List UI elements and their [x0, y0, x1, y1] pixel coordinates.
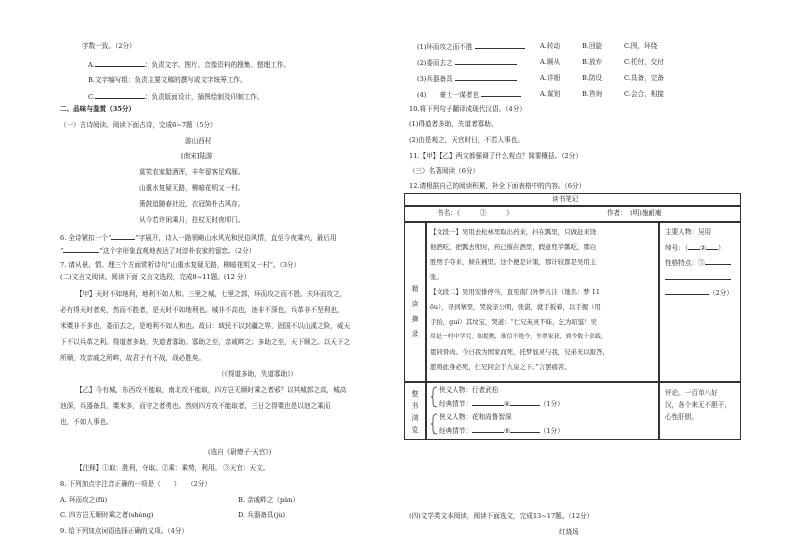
- answer-line[interactable]: [665, 273, 731, 283]
- excerpt-line: 手抬，guì）其坟宝，哭道：“仁兄英灵不昧，乞为昭鉴！吴: [430, 318, 597, 326]
- annotation: 【注释】①取：胜利，夺取。②乘：乘势，利用。 ③天官：天文。: [76, 464, 270, 472]
- comment-line: 心性肝胆。: [665, 413, 698, 421]
- option-a[interactable]: A. 环而攻之(fū): [60, 496, 108, 504]
- q9-option[interactable]: B.咨询: [582, 90, 603, 98]
- side-label: 精: [411, 285, 419, 293]
- question-9: 9. 给下列加点词语选择正确的义项。（4分）: [60, 527, 188, 535]
- poem-line: 莫笑农家腊酒浑，丰年留客足鸡豚。: [139, 168, 245, 176]
- poem-line: 从今若许闲乘月，拄杖无时夜叩门。: [139, 216, 245, 224]
- passage-yi-line: 也，不如人事也。: [60, 418, 113, 426]
- personality-field: 性格特点：③: [665, 258, 731, 268]
- poem-title: 游山西村: [185, 137, 212, 145]
- question-12: 12.请根据自己的阅读积累，补全下面表格中的内容。（6分）: [409, 182, 586, 190]
- question-6-cont: “ ”这个字形象直观地表达了对淳朴农家的留恋。（2分）: [60, 247, 256, 255]
- answer-blank[interactable]: [665, 273, 731, 280]
- excerpt-line: 胜劈手夺来，倾在桶里。这个便是计策，那计较都是吴用主: [430, 258, 597, 266]
- answer-blank[interactable]: [688, 243, 700, 250]
- section-heading: 二、品味与鉴赏（35分）: [60, 105, 136, 113]
- q9-option[interactable]: A.详细: [540, 74, 561, 82]
- answer-blank[interactable]: [705, 258, 731, 265]
- answer-blank[interactable]: [472, 426, 504, 433]
- table-title: 读书笔记: [552, 195, 579, 203]
- poem-author: [南宋]陆游: [181, 152, 213, 160]
- passage-source: （《得道多助，失道寡助》）: [218, 370, 298, 378]
- q9-option[interactable]: C.会合，相接: [624, 90, 664, 98]
- answer-blank[interactable]: [455, 58, 517, 65]
- question-7: 7. 请从景、情、理三个方面赏析诗句“山重水复疑无路，柳暗花明又一村”。（3分）: [60, 261, 301, 269]
- answer-blank[interactable]: [95, 92, 145, 99]
- passage-yi-line: 池深，兵器备具，粟米多，而守之者勇也。然则四方攻不能取者，三日之得粟也是以池之乘而: [60, 402, 331, 410]
- excerpt-line: 用是一村中学究，如提携，谁信不绝今，坐翠家获，到今数十余载，: [430, 334, 607, 340]
- q9-option[interactable]: B.防设: [582, 74, 603, 82]
- q9-item: (2)委而去之: [417, 58, 517, 68]
- question-6: 6. 全诗紧扣一个“ ”字展开，诗人一路领略山水风光和民俗风情，直至今夜乘兴，最后用: [60, 234, 337, 242]
- excerpt-line: 张。: [430, 273, 443, 281]
- answer-blank[interactable]: [510, 399, 540, 406]
- excerpt-line: 愿将此身必死，仁兄同会于九泉之下。”言罢痛苦。: [430, 363, 571, 371]
- question-10-1: (1)得道者多助，失道者寡助。: [409, 120, 498, 128]
- excerpt-line: 他酒吃，把瓢去兜时，药已搅在酒里，假意兜半瓢吃，那白: [430, 243, 597, 251]
- text-line: 字数一致。（2分）: [82, 42, 136, 50]
- answer-line: （2分）: [665, 288, 733, 298]
- q9-option[interactable]: A.转动: [540, 42, 561, 50]
- section-heading: （三）名著阅读（6分）: [409, 167, 480, 175]
- option-d[interactable]: D. 兵器备具(jù): [238, 511, 286, 519]
- side-label: 读: [411, 300, 419, 308]
- side-label: 书: [411, 402, 419, 410]
- passage-jia-line: 下不以兵革之利。得道者多助，失道者寡助。寡助之至，亲戚畔之；多助之至，天下顺之。以天下之: [60, 338, 351, 346]
- brace-icon: [430, 413, 438, 435]
- hero-name: 侠义人物：行者武松: [439, 386, 499, 394]
- book-name: 书名：《 ① 》: [437, 209, 513, 217]
- brace-icon: [430, 386, 438, 408]
- section-heading: (四)文学类文本阅读，阅读下面选文，完成13~17题。（12分）: [409, 512, 594, 520]
- poem-line: 山重水复疑无路，柳暗花明又一村。: [139, 184, 245, 192]
- answer-blank[interactable]: [95, 60, 145, 67]
- passage-jia-line: 所顺，攻亲戚之所畔，故君子有不战，战必胜矣。: [60, 354, 206, 362]
- option-c[interactable]: C. 四方岂无顺时乘之者(shèng): [60, 511, 154, 519]
- answer-blank[interactable]: [472, 399, 504, 406]
- passage-jia-line: 米粟非不多也，委而去之，是地利不如人和也。故曰：域民不以封疆之界，固国不以山溪之险，威天: [60, 322, 351, 330]
- side-label: 录: [411, 330, 419, 338]
- option-line: A. ：负责文字、图片、音像资料的搜集、整理工作。: [88, 61, 290, 69]
- answer-blank[interactable]: [481, 90, 521, 97]
- plot-field: 经典情节： ⑤ （1分）: [439, 427, 564, 435]
- answer-blank[interactable]: [63, 246, 99, 253]
- subsection-heading: （一）古诗阅读。阅读下面古诗，完成6~7题（5分）: [60, 121, 217, 129]
- side-label: 整: [411, 390, 419, 398]
- side-label: 览: [411, 426, 419, 434]
- main-character: 主要人物：吴用: [665, 228, 712, 236]
- poem-line: 箫鼓追随春社近，衣冠简朴古风存。: [139, 200, 245, 208]
- q9-option[interactable]: A.顺从: [540, 58, 561, 66]
- q9-item: (4) 豪士一谋者也: [417, 90, 521, 100]
- passage-source: (选自《尉缭子·天官》): [208, 448, 272, 456]
- q9-option[interactable]: C.围，环绕: [624, 42, 658, 50]
- answer-blank[interactable]: [706, 243, 718, 250]
- answer-blank[interactable]: [455, 74, 517, 81]
- excerpt-line: 【文段一】吴用去松林里取出药来，抖在瓢里，只做赶来饶: [430, 228, 597, 236]
- side-label: 浏: [411, 414, 419, 422]
- excerpt-line: 【文段二】吴用安排停当，直至南门外梦儿洼（地名：梦 11: [430, 288, 600, 296]
- q9-option[interactable]: B.放弃: [582, 58, 603, 66]
- side-label: 摘: [411, 315, 419, 323]
- article-title: 红烧场: [559, 528, 579, 536]
- passage-jia-line: 【甲】天时不如地利，地利不如人和。三里之城，七里之郭，环而攻之而不胜。夫环而攻之，: [76, 290, 347, 298]
- question-11: 11.【甲】【乙】两文都强调了什么观点？简要概括。（2分）: [409, 152, 582, 160]
- passage-jia-line: 必有得天时者矣，然而不胜者，是天时不如地利也。城非不高也，池非不深也，兵革非不坚利也，: [60, 306, 344, 314]
- comment-line: 汉，各个来无不胆干，: [665, 401, 731, 409]
- question-10: 10.将下列句子翻译成现代汉语。（4分）: [409, 105, 526, 113]
- q9-item: (1)环而攻之而不胜: [417, 42, 525, 52]
- option-line: C. ：负责版面设计，插图绘制及印制工作。: [88, 93, 264, 101]
- answer-blank[interactable]: [111, 233, 135, 240]
- q9-item: (3)兵器备具: [417, 74, 517, 84]
- answer-blank[interactable]: [665, 288, 709, 295]
- answer-blank[interactable]: [475, 42, 525, 49]
- q9-option[interactable]: B.回旋: [582, 42, 603, 50]
- excerpt-line: ōu），寻到寨里，哭说亲公明，张湛，就手扳着，以手握（用: [430, 303, 601, 311]
- q9-option[interactable]: C.具备，完备: [624, 74, 664, 82]
- question-8: 8. 下列加点字注音正确的一项是（ ） （2分）: [60, 480, 212, 488]
- option-line: B.文字编写组：负责主要文稿的撰写或文字统筹工作。: [88, 76, 247, 84]
- hero-name: 侠义人物：花和尚鲁智深: [439, 413, 512, 421]
- nickname-field: 绰号：（ ② ）: [665, 244, 725, 252]
- subsection-heading: (二)文言文阅读。阅读下面 文言文选段，完成8~11题。(12 分）: [60, 273, 251, 281]
- q9-option[interactable]: A.谋划: [540, 90, 561, 98]
- q9-option[interactable]: C.托付，交付: [624, 58, 664, 66]
- passage-yi-line: 【乙】今有城，东西攻不能取，南北攻不能取，四方岂无顺时乘之者邪？以其城郭之高，城高: [76, 386, 347, 394]
- answer-blank[interactable]: [510, 426, 540, 433]
- plot-field: 经典情节： ④ （1分）: [439, 400, 564, 408]
- option-b[interactable]: B. 亲戚畔之（pàn）: [238, 496, 299, 504]
- excerpt-line: 恩同骨肉。今日我为国家而死，托梦显灵与我，兄弟无以报答，: [430, 348, 609, 356]
- comment-line: 评论。一百单八好: [665, 389, 718, 397]
- question-10-2: (2)由是观之，天官时日，不若人事也。: [409, 136, 524, 144]
- book-author: 作者： (明)施耐庵: [607, 209, 662, 217]
